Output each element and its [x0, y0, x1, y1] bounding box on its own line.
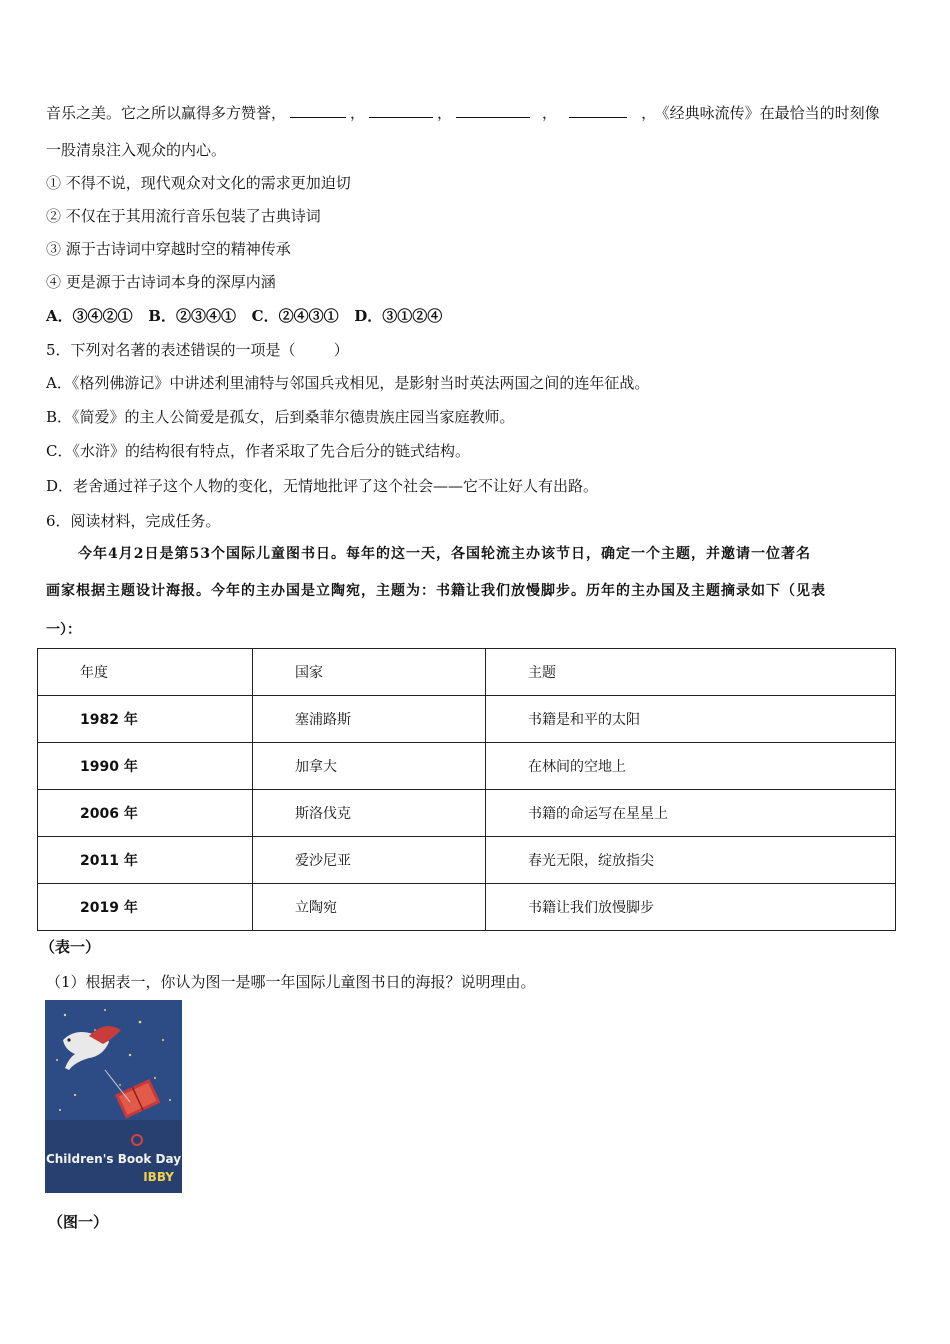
header-year: 年度	[38, 649, 253, 696]
cell-theme: 春光无限，绽放指尖	[486, 837, 896, 884]
passage-line-1	[46, 103, 880, 123]
table-row	[38, 884, 896, 931]
question-5-stem: 5．下列对名著的表述错误的一项是（ ）	[46, 341, 349, 359]
cell-year: 2011 年	[38, 837, 253, 884]
cell-year: 2006 年	[38, 790, 253, 837]
text: 音乐之美。它之所以赢得多方赞誉，	[46, 104, 287, 122]
cell-country: 爱沙尼亚	[253, 837, 486, 884]
passage-line-2: 一股清泉注入观众的内心。	[46, 141, 227, 159]
cell-theme: 书籍让我们放慢脚步	[486, 884, 896, 931]
question-5-option-a: A．《格列佛游记》中讲述利里浦特与邻国兵戎相见，是影射当时英法两国之间的连年征战。	[46, 374, 650, 392]
cell-country: 立陶宛	[253, 884, 486, 931]
sep: ，	[350, 104, 366, 122]
question-5-option-b: B．《简爱》的主人公简爱是孤女，后到桑菲尔德贵族庄园当家庭教师。	[46, 408, 515, 426]
option-2: ② 不仅在于其用流行音乐包装了古典诗词	[46, 207, 321, 225]
header-theme: 主题	[486, 649, 896, 696]
option-3: ③ 源于古诗词中穿越时空的精神传承	[46, 240, 291, 258]
blank-3	[456, 103, 530, 118]
cell-year: 1990 年	[38, 743, 253, 790]
poster-image	[45, 1000, 182, 1193]
question-5-option-d: D．老舍通过祥子这个人物的变化，无情地批评了这个社会——它不让好人有出路。	[46, 477, 599, 495]
table-header-row	[38, 649, 896, 696]
theme-table	[37, 648, 896, 931]
cell-country: 塞浦路斯	[253, 696, 486, 743]
cell-theme: 书籍的命运写在星星上	[486, 790, 896, 837]
cell-theme: 在林间的空地上	[486, 743, 896, 790]
cell-country: 加拿大	[253, 743, 486, 790]
cell-year: 2019 年	[38, 884, 253, 931]
material-line-3: 一）：	[46, 622, 81, 638]
blank-4	[569, 103, 627, 118]
option-1: ① 不得不说，现代观众对文化的需求更加迫切	[46, 174, 351, 192]
answer-choices: A．③④②① B．②③④① C．②④③① D．③①②④	[46, 307, 443, 325]
question-6-stem: 6．阅读材料，完成任务。	[46, 512, 221, 530]
sep: ，	[437, 104, 453, 122]
sub-question-1: （1）根据表一，你认为图一是哪一年国际儿童图书日的海报？说明理由。	[46, 973, 536, 991]
material-line-2: 画家根据主题设计海报。今年的主办国是立陶宛，主题为：书籍让我们放慢脚步。历年的主办国及主题摘录如下（见表	[46, 583, 826, 599]
table-caption: （表一）	[40, 938, 101, 956]
header-country: 国家	[253, 649, 486, 696]
table-row	[38, 696, 896, 743]
figure-caption: （图一）	[48, 1213, 109, 1231]
material-line-1: 今年4月2日是第53个国际儿童图书日。每年的这一天，各国轮流主办该节日，确定一个主题，并邀请一位著名	[78, 546, 811, 562]
table-row	[38, 790, 896, 837]
table-row	[38, 743, 896, 790]
cell-theme: 书籍是和平的太阳	[486, 696, 896, 743]
question-5-option-c: C．《水浒》的结构很有特点，作者采取了先合后分的链式结构。	[46, 442, 470, 460]
cell-year: 1982 年	[38, 696, 253, 743]
sep: ，	[641, 104, 657, 122]
text: 《经典咏流传》在最恰当的时刻像	[662, 104, 880, 122]
poster-title: Children's Book Day	[45, 1152, 182, 1166]
cell-country: 斯洛伐克	[253, 790, 486, 837]
option-4: ④ 更是源于古诗词本身的深厚内涵	[46, 273, 276, 291]
poster-logo: IBBY	[143, 1170, 174, 1184]
blank-1	[290, 103, 346, 118]
blank-2	[369, 103, 433, 118]
table-row	[38, 837, 896, 884]
sep: ，	[542, 104, 558, 122]
